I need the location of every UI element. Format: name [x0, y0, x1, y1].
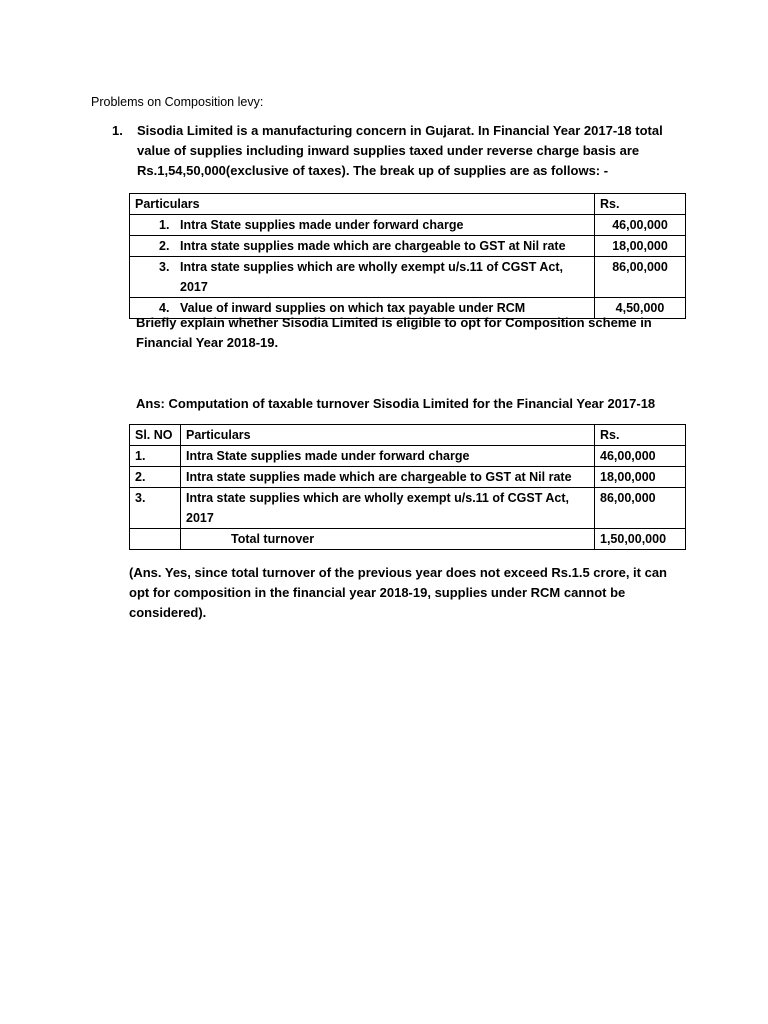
table-header-row [130, 194, 686, 215]
question-1 [112, 121, 672, 181]
table-row [130, 467, 686, 488]
total-label: Total turnover [181, 529, 595, 550]
supplies-breakup-table [129, 193, 686, 319]
row-particulars: Intra State supplies made under forward charge [181, 446, 595, 467]
row-particulars [135, 236, 589, 256]
total-row [130, 529, 686, 550]
table-row [130, 215, 686, 236]
question-text: Sisodia Limited is a manufacturing concern in Gujarat. In Financial Year 2017-18 total value of supplies including inward supplies taxed under reverse charge basis are Rs.1,54,50,000(exclusive of taxes). The break up of supplies are as follows: - [137, 123, 663, 178]
table-row [130, 446, 686, 467]
row-amount: 46,00,000 [595, 446, 686, 467]
header-sl-no: Sl. NO [130, 425, 181, 446]
header-particulars: Particulars [130, 194, 595, 215]
row-amount: 46,00,000 [595, 215, 686, 236]
table-header-row [130, 425, 686, 446]
table-row [130, 488, 686, 529]
question-prompt: Briefly explain whether Sisodia Limited is eligible to opt for Composition scheme in Financial Year 2018-19. [136, 315, 652, 350]
question-number: 1. [112, 123, 123, 138]
header-amount: Rs. [595, 425, 686, 446]
row-number: 4. [159, 301, 170, 315]
row-amount: 86,00,000 [595, 257, 686, 298]
answer-heading: Ans: Computation of taxable turnover Sisodia Limited for the Financial Year 2017-18 [136, 396, 656, 411]
row-amount: 4,50,000 [595, 298, 686, 319]
total-amount: 1,50,00,000 [595, 529, 686, 550]
row-particulars-text: Value of inward supplies on which tax payable under RCM [180, 301, 526, 315]
row-number: 2. [159, 239, 170, 253]
row-amount: 86,00,000 [595, 488, 686, 529]
row-sl: 3. [130, 488, 181, 529]
row-sl: 2. [130, 467, 181, 488]
row-amount: 18,00,000 [595, 236, 686, 257]
row-number: 1. [159, 218, 170, 232]
row-sl: 1. [130, 446, 181, 467]
row-particulars [135, 257, 589, 297]
table-row [130, 257, 686, 298]
table-row [130, 236, 686, 257]
row-particulars-text: Intra state supplies which are wholly exempt u/s.11 of CGST Act, 2017 [180, 260, 563, 294]
row-particulars: Intra state supplies made which are chargeable to GST at Nil rate [181, 467, 595, 488]
row-amount: 18,00,000 [595, 467, 686, 488]
header-particulars: Particulars [181, 425, 595, 446]
page-heading: Problems on Composition levy: [91, 95, 264, 109]
row-particulars: Intra state supplies which are wholly exempt u/s.11 of CGST Act, 2017 [181, 488, 595, 529]
row-number: 3. [159, 260, 170, 274]
row-particulars-text: Intra state supplies made which are chargeable to GST at Nil rate [180, 239, 566, 253]
turnover-computation-table [129, 424, 686, 550]
row-particulars [135, 215, 589, 235]
total-sl-empty [130, 529, 181, 550]
conclusion: (Ans. Yes, since total turnover of the previous year does not exceed Rs.1.5 crore, it can opt for composition in the financial year 2018-19, supplies under RCM cannot be considered). [129, 565, 668, 620]
row-particulars-text: Intra State supplies made under forward charge [180, 218, 464, 232]
header-amount: Rs. [595, 194, 686, 215]
